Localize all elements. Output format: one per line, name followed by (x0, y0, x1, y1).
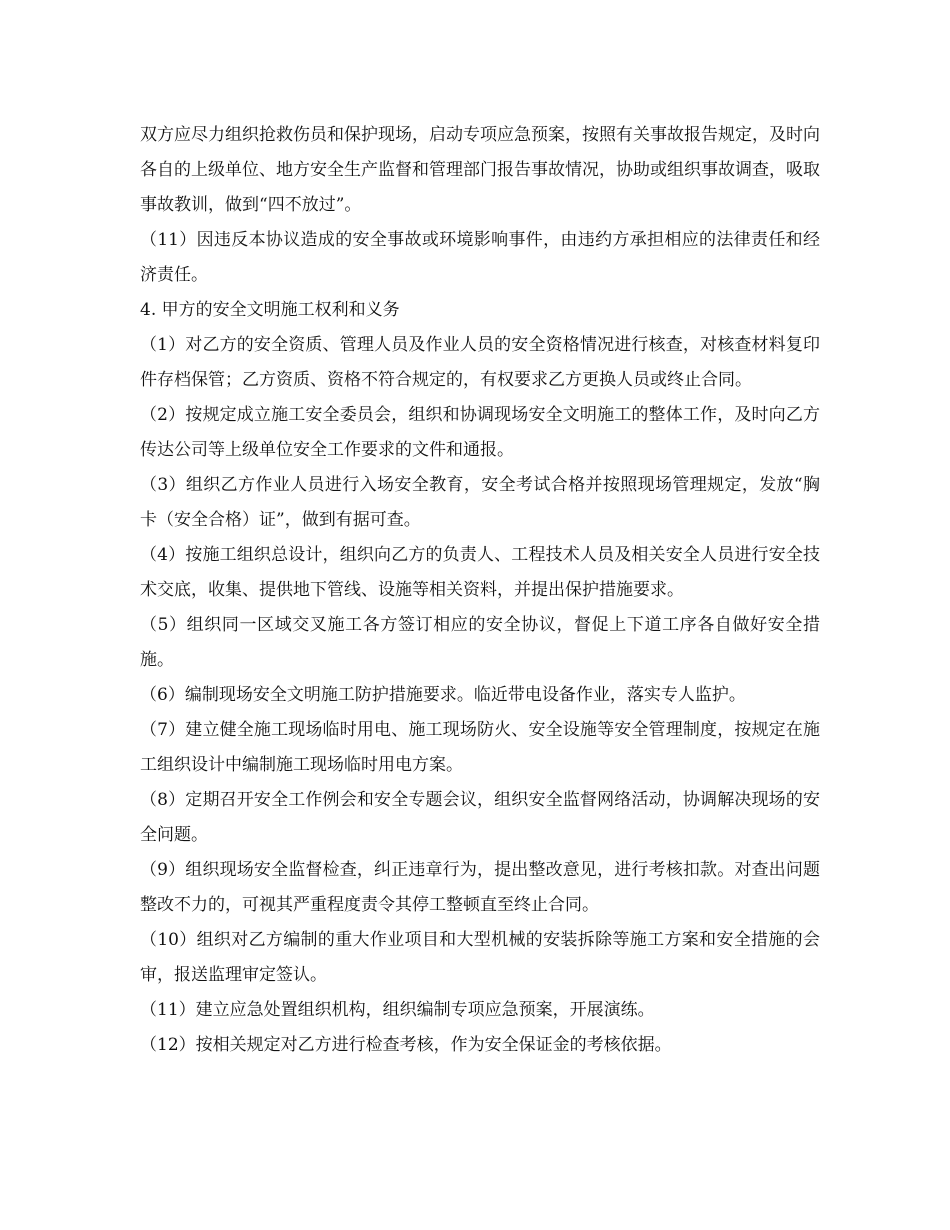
clause-2-safety-committee: （2）按规定成立施工安全委员会，组织和协调现场安全文明施工的整体工作，及时向乙方传达公司等上级单位安全工作要求的文件和通报。 (140, 405, 820, 460)
section-heading-4: 4. 甲方的安全文明施工权利和义务 (140, 300, 400, 320)
clause-6-protection-measures: （6）编制现场安全文明施工防护措施要求。临近带电设备作业，落实专人监护。 (140, 685, 746, 705)
clause-8-safety-meetings: （8）定期召开安全工作例会和安全专题会议，组织安全监督网络活动，协调解决现场的安全问题。 (140, 790, 820, 845)
clause-11-emergency-organization: （11）建立应急处置组织机构，组织编制专项应急预案，开展演练。 (140, 1000, 655, 1020)
clause-3-safety-education: （3）组织乙方作业人员进行入场安全教育，安全考试合格并按照现场管理规定，发放“胸卡（安全合格）证”，做到有据可查。 (140, 475, 820, 530)
clause-7-management-system: （7）建立健全施工现场临时用电、施工现场防火、安全设施等安全管理制度，按规定在施工组织设计中编制施工现场临时用电方案。 (140, 720, 820, 775)
clause-10-plan-review: （10）组织对乙方编制的重大作业项目和大型机械的安装拆除等施工方案和安全措施的会审，报送监理审定签认。 (140, 930, 820, 985)
document-body (140, 118, 820, 1063)
clause-1-qualification-check: （1）对乙方的安全资质、管理人员及作业人员的安全资格情况进行核查，对核查材料复印件存档保管；乙方资质、资格不符合规定的，有权要求乙方更换人员或终止合同。 (140, 335, 820, 390)
clause-9-supervision-inspection: （9）组织现场安全监督检查，纠正违章行为，提出整改意见，进行考核扣款。对查出问题整改不力的，可视其严重程度责令其停工整顿直至终止合同。 (140, 860, 820, 915)
clause-11-liability: （11）因违反本协议造成的安全事故或环境影响事件，由违约方承担相应的法律责任和经济责任。 (140, 230, 820, 285)
clause-5-safety-agreement: （5）组织同一区域交叉施工各方签订相应的安全协议，督促上下道工序各自做好安全措施。 (140, 615, 820, 670)
clause-12-assessment: （12）按相关规定对乙方进行检查考核，作为安全保证金的考核依据。 (140, 1035, 672, 1055)
paragraph-accident-handling: 双方应尽力组织抢救伤员和保护现场，启动专项应急预案，按照有关事故报告规定，及时向各自的上级单位、地方安全生产监督和管理部门报告事故情况，协助或组织事故调查，吸取事故教训，做到“四不放过”。 (140, 125, 820, 215)
clause-4-technical-briefing: （4）按施工组织总设计，组织向乙方的负责人、工程技术人员及相关安全人员进行安全技术交底，收集、提供地下管线、设施等相关资料，并提出保护措施要求。 (140, 545, 820, 600)
